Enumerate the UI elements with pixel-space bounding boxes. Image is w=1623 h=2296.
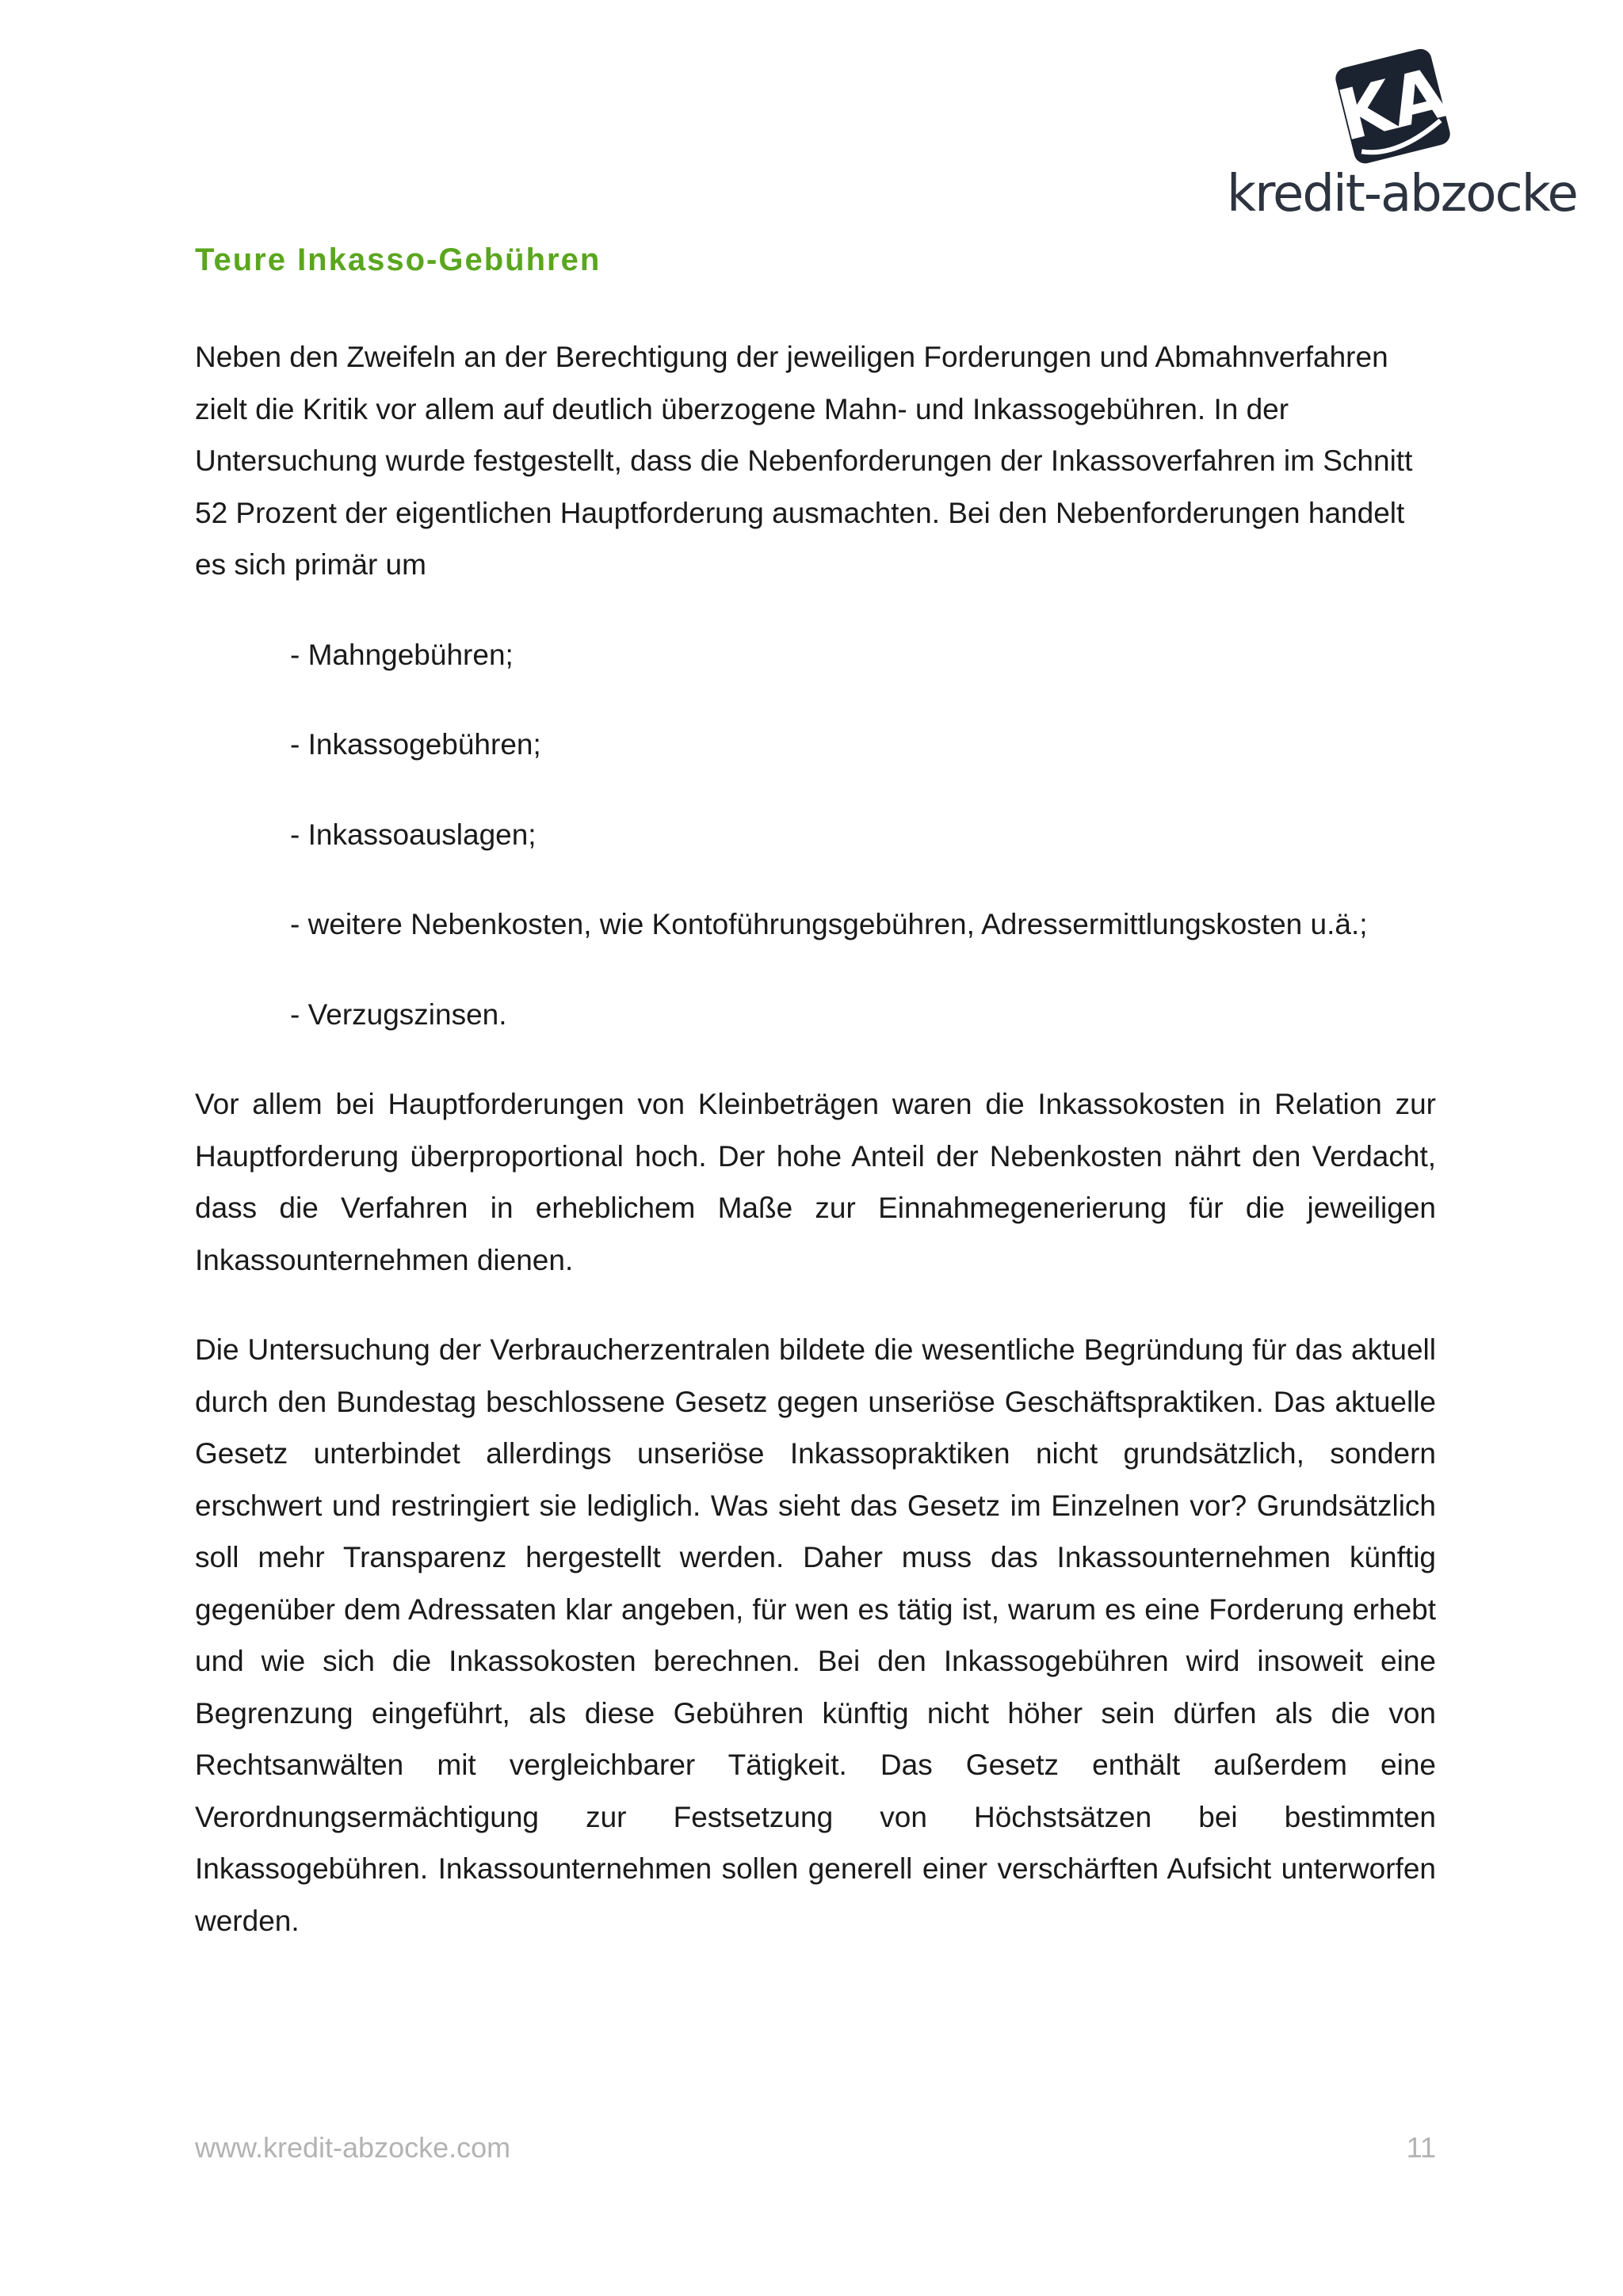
- list-item: - Inkassogebühren;: [290, 728, 541, 761]
- list-item: - weitere Nebenkosten, wie Kontoführungsgebühren, Adressermittlungskosten u.ä.;: [290, 908, 1368, 940]
- footer-url: www.kredit-abzocke.com: [195, 2131, 511, 2164]
- paragraph-law: Die Untersuchung der Verbraucherzentralen bildete die wesentliche Begründung für das aktuell durch den Bundestag beschlossene Gesetz gegen unseriöse Geschäftspraktiken. Das aktuelle Gesetz unterbindet allerdings unseriöse Inkassopraktiken nicht grundsätzlich, sondern erschwert und restringiert sie lediglich. Was sieht das Gesetz im Einzelnen vor? Grundsätzlich soll mehr Transparenz hergestellt werden. Daher muss das Inkassounternehmen künftig gegenüber dem Adressaten klar angeben, für wen es tätig ist, warum es eine Forderung erhebt und wie sich die Inkassokosten berechnen. Bei den Inkassogebühren wird insoweit eine Begrenzung eingeführt, als diese Gebühren künftig nicht höher sein dürfen als die von Rechtsanwälten mit vergleichbarer Tätigkeit. Das Gesetz enthält außerdem eine Verordnungsermächtigung zur Festsetzung von Höchstsätzen bei bestimmten Inkassogebühren. Inkassounternehmen sollen generell einer verschärften Aufsicht unterworfen werden.: [195, 1333, 1436, 1937]
- page-number: 11: [1406, 2131, 1436, 2164]
- list-item: - Inkassoauslagen;: [290, 818, 537, 851]
- ka-logo-mark: [1227, 46, 1560, 165]
- fee-list: [195, 629, 1436, 1041]
- logo-mark-letters: KA: [1330, 51, 1455, 158]
- document-body: [195, 331, 1436, 1947]
- brand-logo: [1227, 46, 1577, 236]
- paragraph-small-claims: Vor allem bei Hauptforderungen von Kleinbeträgen waren die Inkassokosten in Relation zur Hauptforderung überproportional hoch. Der hohe Anteil der Nebenkosten nährt den Verdacht, dass die Verfahren in erheblichem Maße zur Einnahmegenerierung für die jeweiligen Inkassounternehmen dienen.: [195, 1088, 1436, 1276]
- paragraph-intro: Neben den Zweifeln an der Berechtigung der jeweiligen Forderungen und Abmahnverfahren zielt die Kritik vor allem auf deutlich überzogene Mahn- und Inkassogebühren. In der Untersuchung wurde festgestellt, dass die Nebenforderungen der Inkassoverfahren im Schnitt 52 Prozent der eigentlichen Hauptforderung ausmachten. Bei den Nebenforderungen handelt es sich primär um: [195, 341, 1413, 581]
- list-item: - Mahngebühren;: [290, 638, 514, 671]
- page-title: Teure Inkasso-Gebühren: [195, 242, 601, 277]
- logo-wordmark: kredit-abzocke: [1227, 165, 1577, 223]
- list-item: - Verzugszinsen.: [290, 997, 507, 1031]
